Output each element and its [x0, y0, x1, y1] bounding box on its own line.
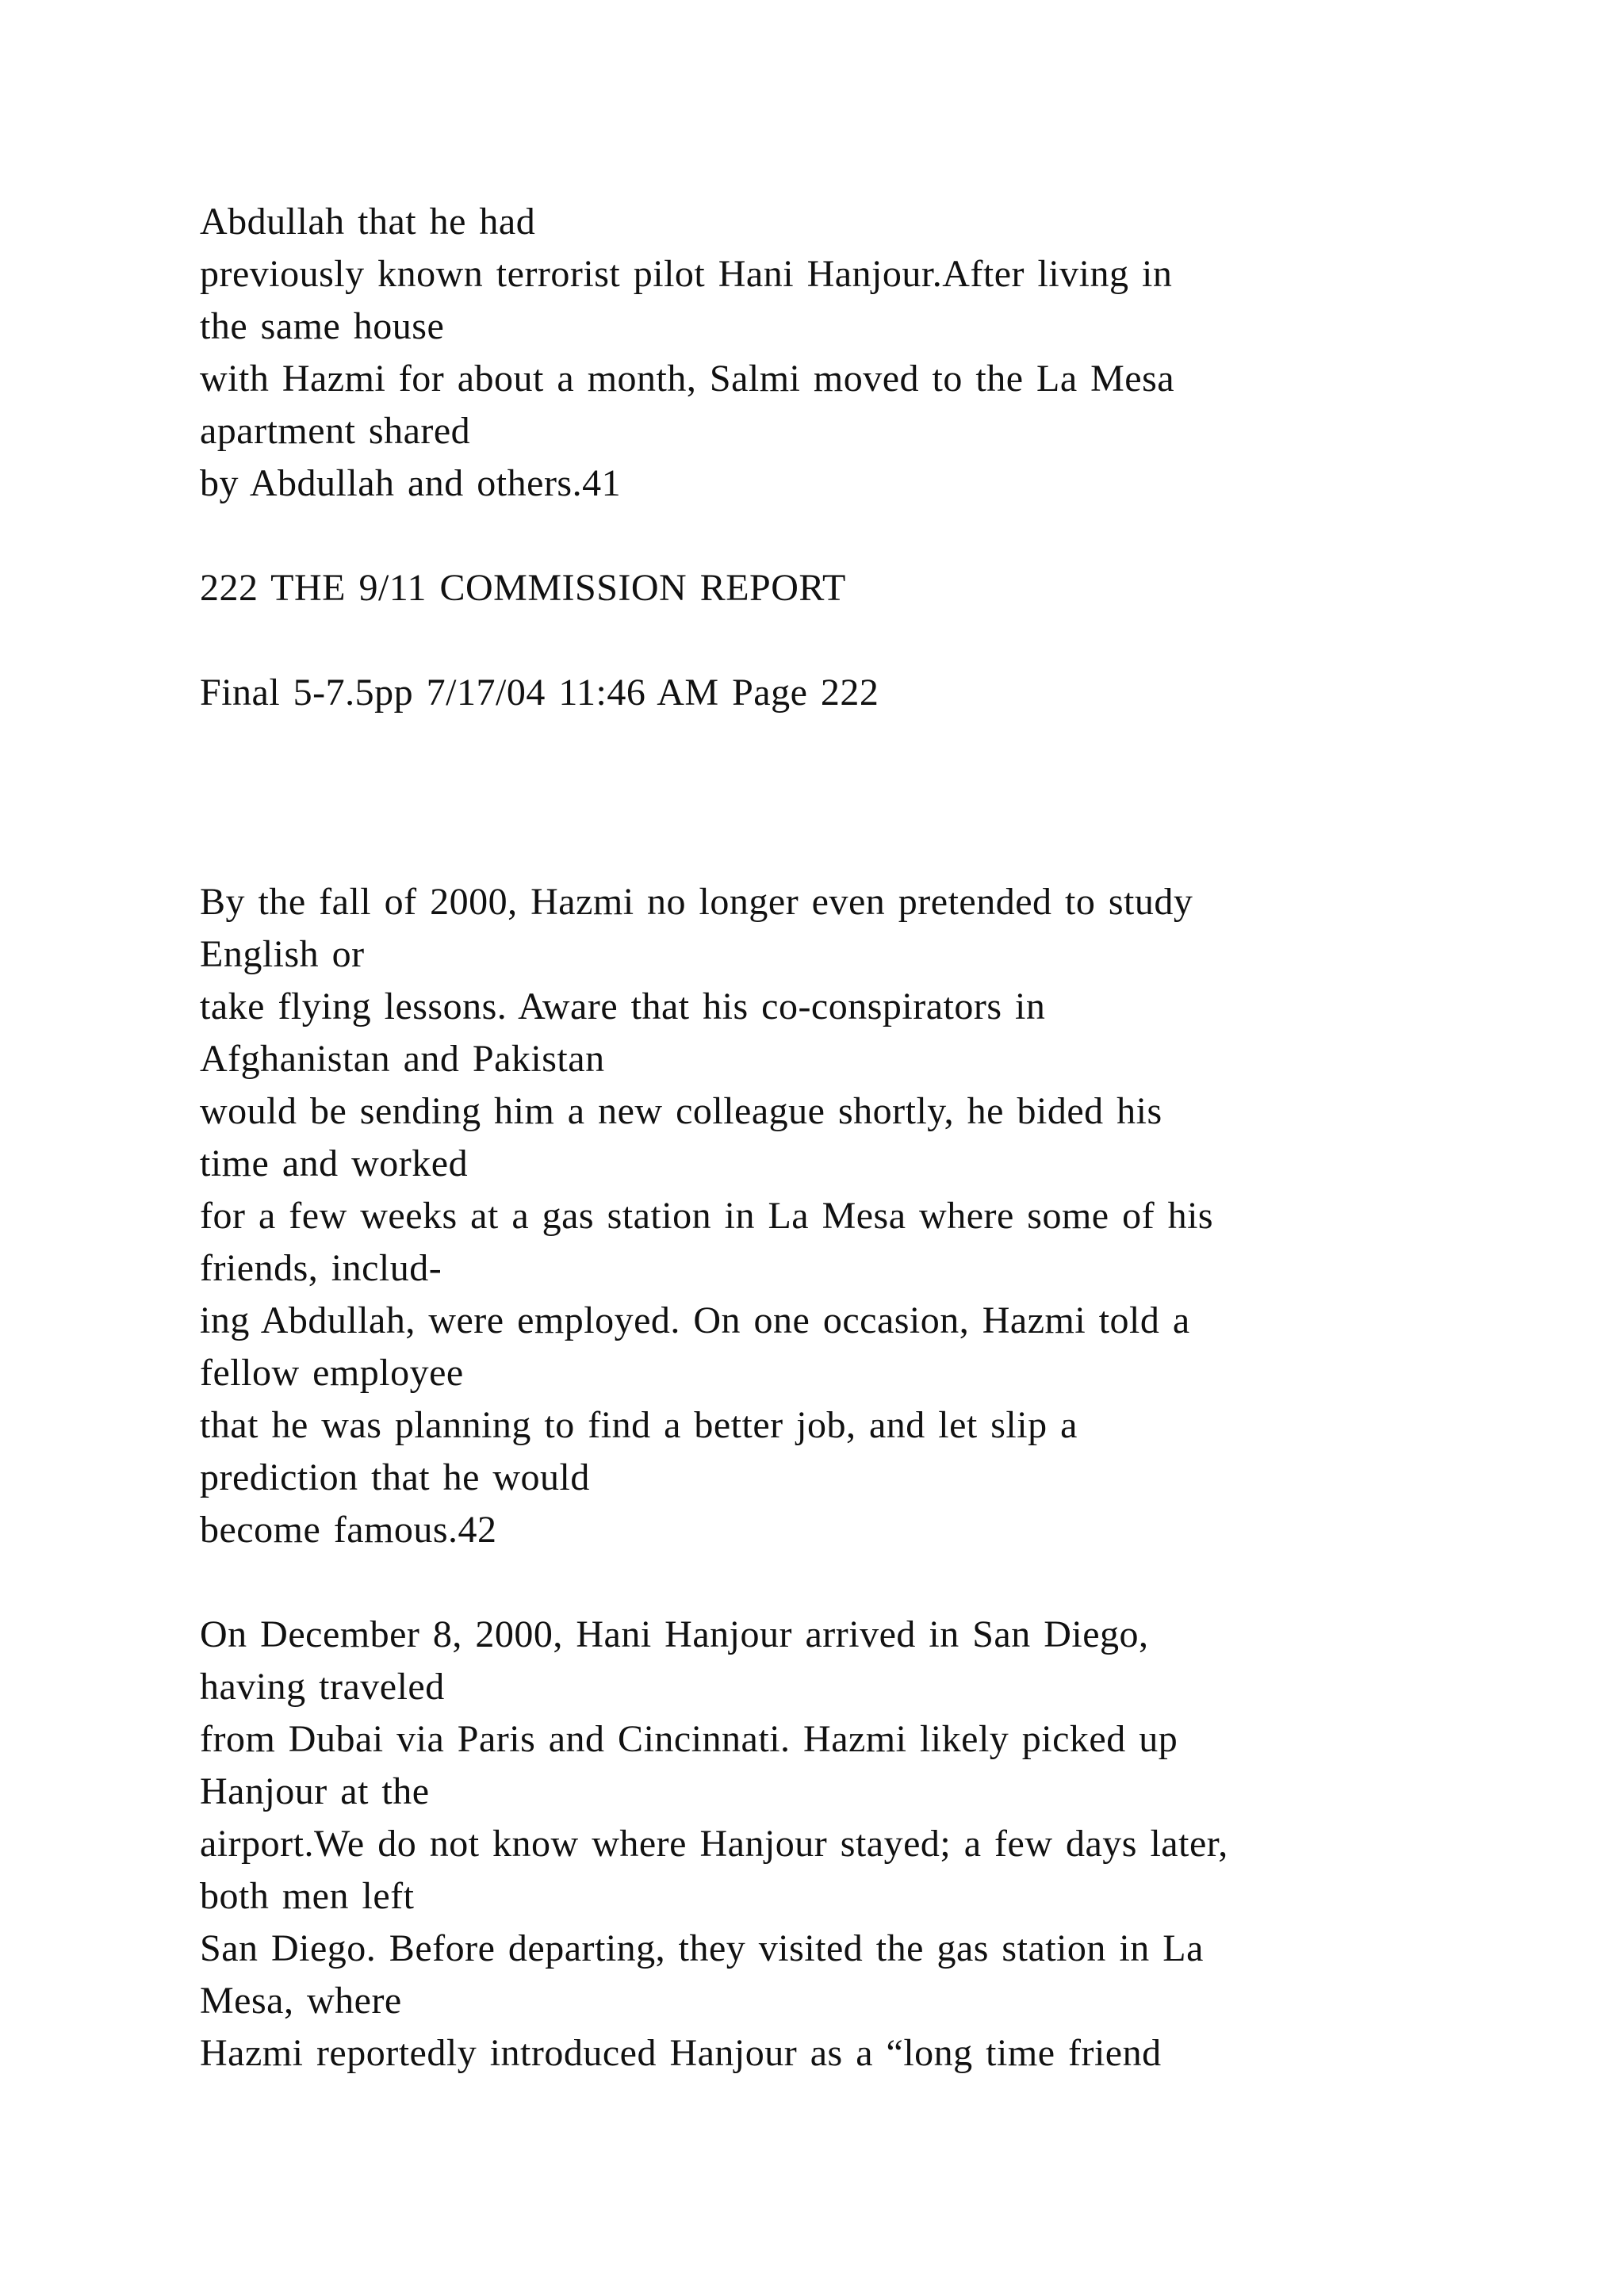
- running-footer: 222 THE 9/11 COMMISSION REPORT: [200, 567, 846, 609]
- paragraph-1-line: previously known terrorist pilot Hani Hanjour.After living in: [200, 253, 1173, 295]
- paragraph-2-line: fellow employee: [200, 1352, 464, 1394]
- paragraph-2-line: take flying lessons. Aware that his co-conspirators in: [200, 985, 1046, 1027]
- paragraph-1-line: Abdullah that he had: [200, 201, 536, 243]
- paragraph-3-line: Mesa, where: [200, 1980, 402, 2022]
- paragraph-1-line: by Abdullah and others.41: [200, 462, 622, 504]
- paragraph-2-line: By the fall of 2000, Hazmi no longer even pretended to study: [200, 881, 1193, 923]
- paragraph-2-line: prediction that he would: [200, 1456, 590, 1498]
- paragraph-3-line: airport.We do not know where Hanjour stayed; a few days later,: [200, 1823, 1228, 1865]
- paragraph-2-line: for a few weeks at a gas station in La Mesa where some of his: [200, 1195, 1214, 1237]
- paragraph-3-line: San Diego. Before departing, they visited the gas station in La: [200, 1927, 1204, 1969]
- paragraph-2-line: become famous.42: [200, 1509, 497, 1551]
- paragraph-1-line: apartment shared: [200, 410, 471, 452]
- paragraph-3-line: On December 8, 2000, Hani Hanjour arrived in San Diego,: [200, 1613, 1149, 1655]
- paragraph-1-line: the same house: [200, 305, 445, 347]
- paragraph-3-line: Hazmi reportedly introduced Hanjour as a “long time friend: [200, 2032, 1162, 2074]
- paragraph-3-line: having traveled: [200, 1666, 445, 1708]
- paragraph-1-line: with Hazmi for about a month, Salmi moved to the La Mesa: [200, 358, 1175, 400]
- paragraph-2-line: friends, includ-: [200, 1247, 442, 1289]
- paragraph-3-line: both men left: [200, 1875, 415, 1917]
- paragraph-2-line: that he was planning to find a better job, and let slip a: [200, 1404, 1078, 1446]
- paragraph-2-line: English or: [200, 933, 365, 975]
- paragraph-2-line: would be sending him a new colleague shortly, he bided his: [200, 1090, 1162, 1132]
- paragraph-3-line: from Dubai via Paris and Cincinnati. Hazmi likely picked up: [200, 1718, 1178, 1760]
- paragraph-2-line: time and worked: [200, 1142, 469, 1184]
- paragraph-2-line: Afghanistan and Pakistan: [200, 1038, 605, 1080]
- paragraph-3-line: Hanjour at the: [200, 1770, 430, 1812]
- print-slug: Final 5-7.5pp 7/17/04 11:46 AM Page 222: [200, 672, 879, 714]
- paragraph-2-line: ing Abdullah, were employed. On one occasion, Hazmi told a: [200, 1299, 1190, 1341]
